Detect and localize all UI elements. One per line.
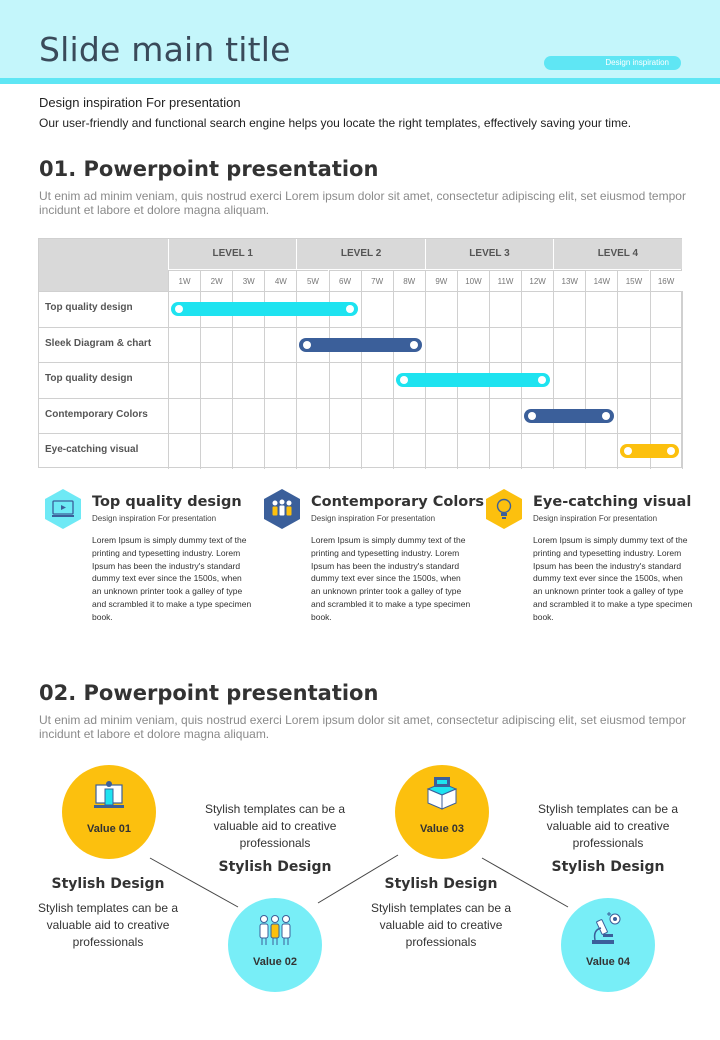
gantt-level-header: LEVEL 1 bbox=[168, 239, 296, 269]
feature-title: Contemporary Colors bbox=[311, 494, 485, 510]
gantt-task-label: Sleek Diagram & chart bbox=[45, 337, 152, 349]
gantt-week-header: 12W bbox=[521, 270, 553, 291]
gantt-week-header: 6W bbox=[329, 270, 361, 291]
stylish-head-3: Stylish Design bbox=[384, 876, 498, 892]
stylish-head-2: Stylish Design bbox=[218, 859, 332, 875]
feature-body: Lorem Ipsum is simply dummy text of the printing and typesetting industry. Lorem Ipsum has been the industry's standard dummy text ever since the 1500s, when an unknown printer took a galley of type and scrambled it to make a type specimen book. bbox=[92, 535, 252, 622]
gantt-week-header: 2W bbox=[200, 270, 232, 291]
stylish-head-4: Stylish Design bbox=[551, 859, 665, 875]
box-icon bbox=[424, 775, 460, 811]
gantt-week-header: 8W bbox=[393, 270, 425, 291]
gantt-week-header: 9W bbox=[425, 270, 457, 291]
people-icon bbox=[256, 914, 294, 946]
gantt-week-header: 15W bbox=[617, 270, 649, 291]
stylish-body-4: Stylish templates can be a valuable aid to creative professionals bbox=[537, 802, 679, 850]
feature-subtitle: Design inspiration For presentation bbox=[533, 514, 658, 523]
gantt-week-header: 7W bbox=[361, 270, 393, 291]
gantt-week-header: 16W bbox=[650, 270, 682, 291]
section2-subtitle: Ut enim ad minim veniam, quis nostrud exerci Lorem ipsum dolor sit amet, consectetur adipiscing elit, set eiusmod tempor incidunt et labore et dolore magna aliquam. bbox=[39, 713, 686, 741]
gantt-week-header: 4W bbox=[264, 270, 296, 291]
value-03-circle bbox=[395, 765, 489, 859]
section1-subtitle: Ut enim ad minim veniam, quis nostrud exerci Lorem ipsum dolor sit amet, consectetur adipiscing elit, set eiusmod tempor incidunt et labore et dolore magna aliquam. bbox=[39, 189, 686, 217]
feature-body: Lorem Ipsum is simply dummy text of the printing and typesetting industry. Lorem Ipsum has been the industry's standard dummy text ever since the 1500s, when an unknown printer took a galley of type and scrambled it to make a type specimen book. bbox=[533, 535, 693, 622]
value-label: Value 02 bbox=[252, 956, 298, 968]
header-pill: Design inspiration bbox=[544, 56, 681, 70]
feature-title: Top quality design bbox=[92, 494, 242, 510]
microscope-icon bbox=[589, 910, 623, 948]
gantt-level-header: LEVEL 4 bbox=[553, 239, 681, 269]
section2-title: 02. Powerpoint presentation bbox=[39, 681, 379, 705]
stylish-body-3: Stylish templates can be a valuable aid to creative professionals bbox=[370, 901, 512, 949]
gantt-week-header: 1W bbox=[168, 270, 200, 291]
value-label: Value 03 bbox=[419, 823, 465, 835]
stylish-head-1: Stylish Design bbox=[51, 876, 165, 892]
value-04-circle bbox=[561, 898, 655, 992]
value-label: Value 01 bbox=[86, 823, 132, 835]
gantt-week-header: 11W bbox=[489, 270, 521, 291]
slide-title: Slide main title bbox=[39, 30, 291, 69]
gantt-task-label: Top quality design bbox=[45, 302, 133, 313]
stylish-body-1: Stylish templates can be a valuable aid to creative professionals bbox=[37, 901, 179, 949]
value-01-circle bbox=[62, 765, 156, 859]
intro-text: Our user-friendly and functional search engine helps you locate the right templates, effectively saving your time. bbox=[39, 116, 632, 130]
feature-title: Eye-catching visual bbox=[533, 494, 692, 510]
gantt-task-label: Eye-catching visual bbox=[45, 444, 139, 456]
value-label: Value 04 bbox=[585, 956, 631, 968]
gantt-week-header: 5W bbox=[296, 270, 328, 291]
gantt-week-header: 14W bbox=[585, 270, 617, 291]
stylish-body-2: Stylish templates can be a valuable aid to creative professionals bbox=[204, 802, 346, 850]
section1-title: 01. Powerpoint presentation bbox=[39, 157, 379, 181]
gantt-level-header: LEVEL 2 bbox=[296, 239, 424, 269]
feature-body: Lorem Ipsum is simply dummy text of the printing and typesetting industry. Lorem Ipsum has been the industry's standard dummy text ever since the 1500s, when an unknown printer took a galley of type and scrambled it to make a type specimen book. bbox=[311, 535, 471, 622]
gantt-week-header: 3W bbox=[232, 270, 264, 291]
gantt-week-header: 10W bbox=[457, 270, 489, 291]
gantt-task-label: Contemporary Colors bbox=[45, 408, 148, 420]
laptop-icon bbox=[94, 779, 124, 811]
gantt-level-header: LEVEL 3 bbox=[425, 239, 553, 269]
value-02-circle bbox=[228, 898, 322, 992]
intro-title: Design inspiration For presentation bbox=[39, 95, 241, 110]
feature-subtitle: Design inspiration For presentation bbox=[92, 514, 217, 523]
gantt-task-label: Top quality design bbox=[45, 373, 133, 385]
feature-subtitle: Design inspiration For presentation bbox=[311, 514, 436, 523]
gantt-week-header: 13W bbox=[553, 270, 585, 291]
